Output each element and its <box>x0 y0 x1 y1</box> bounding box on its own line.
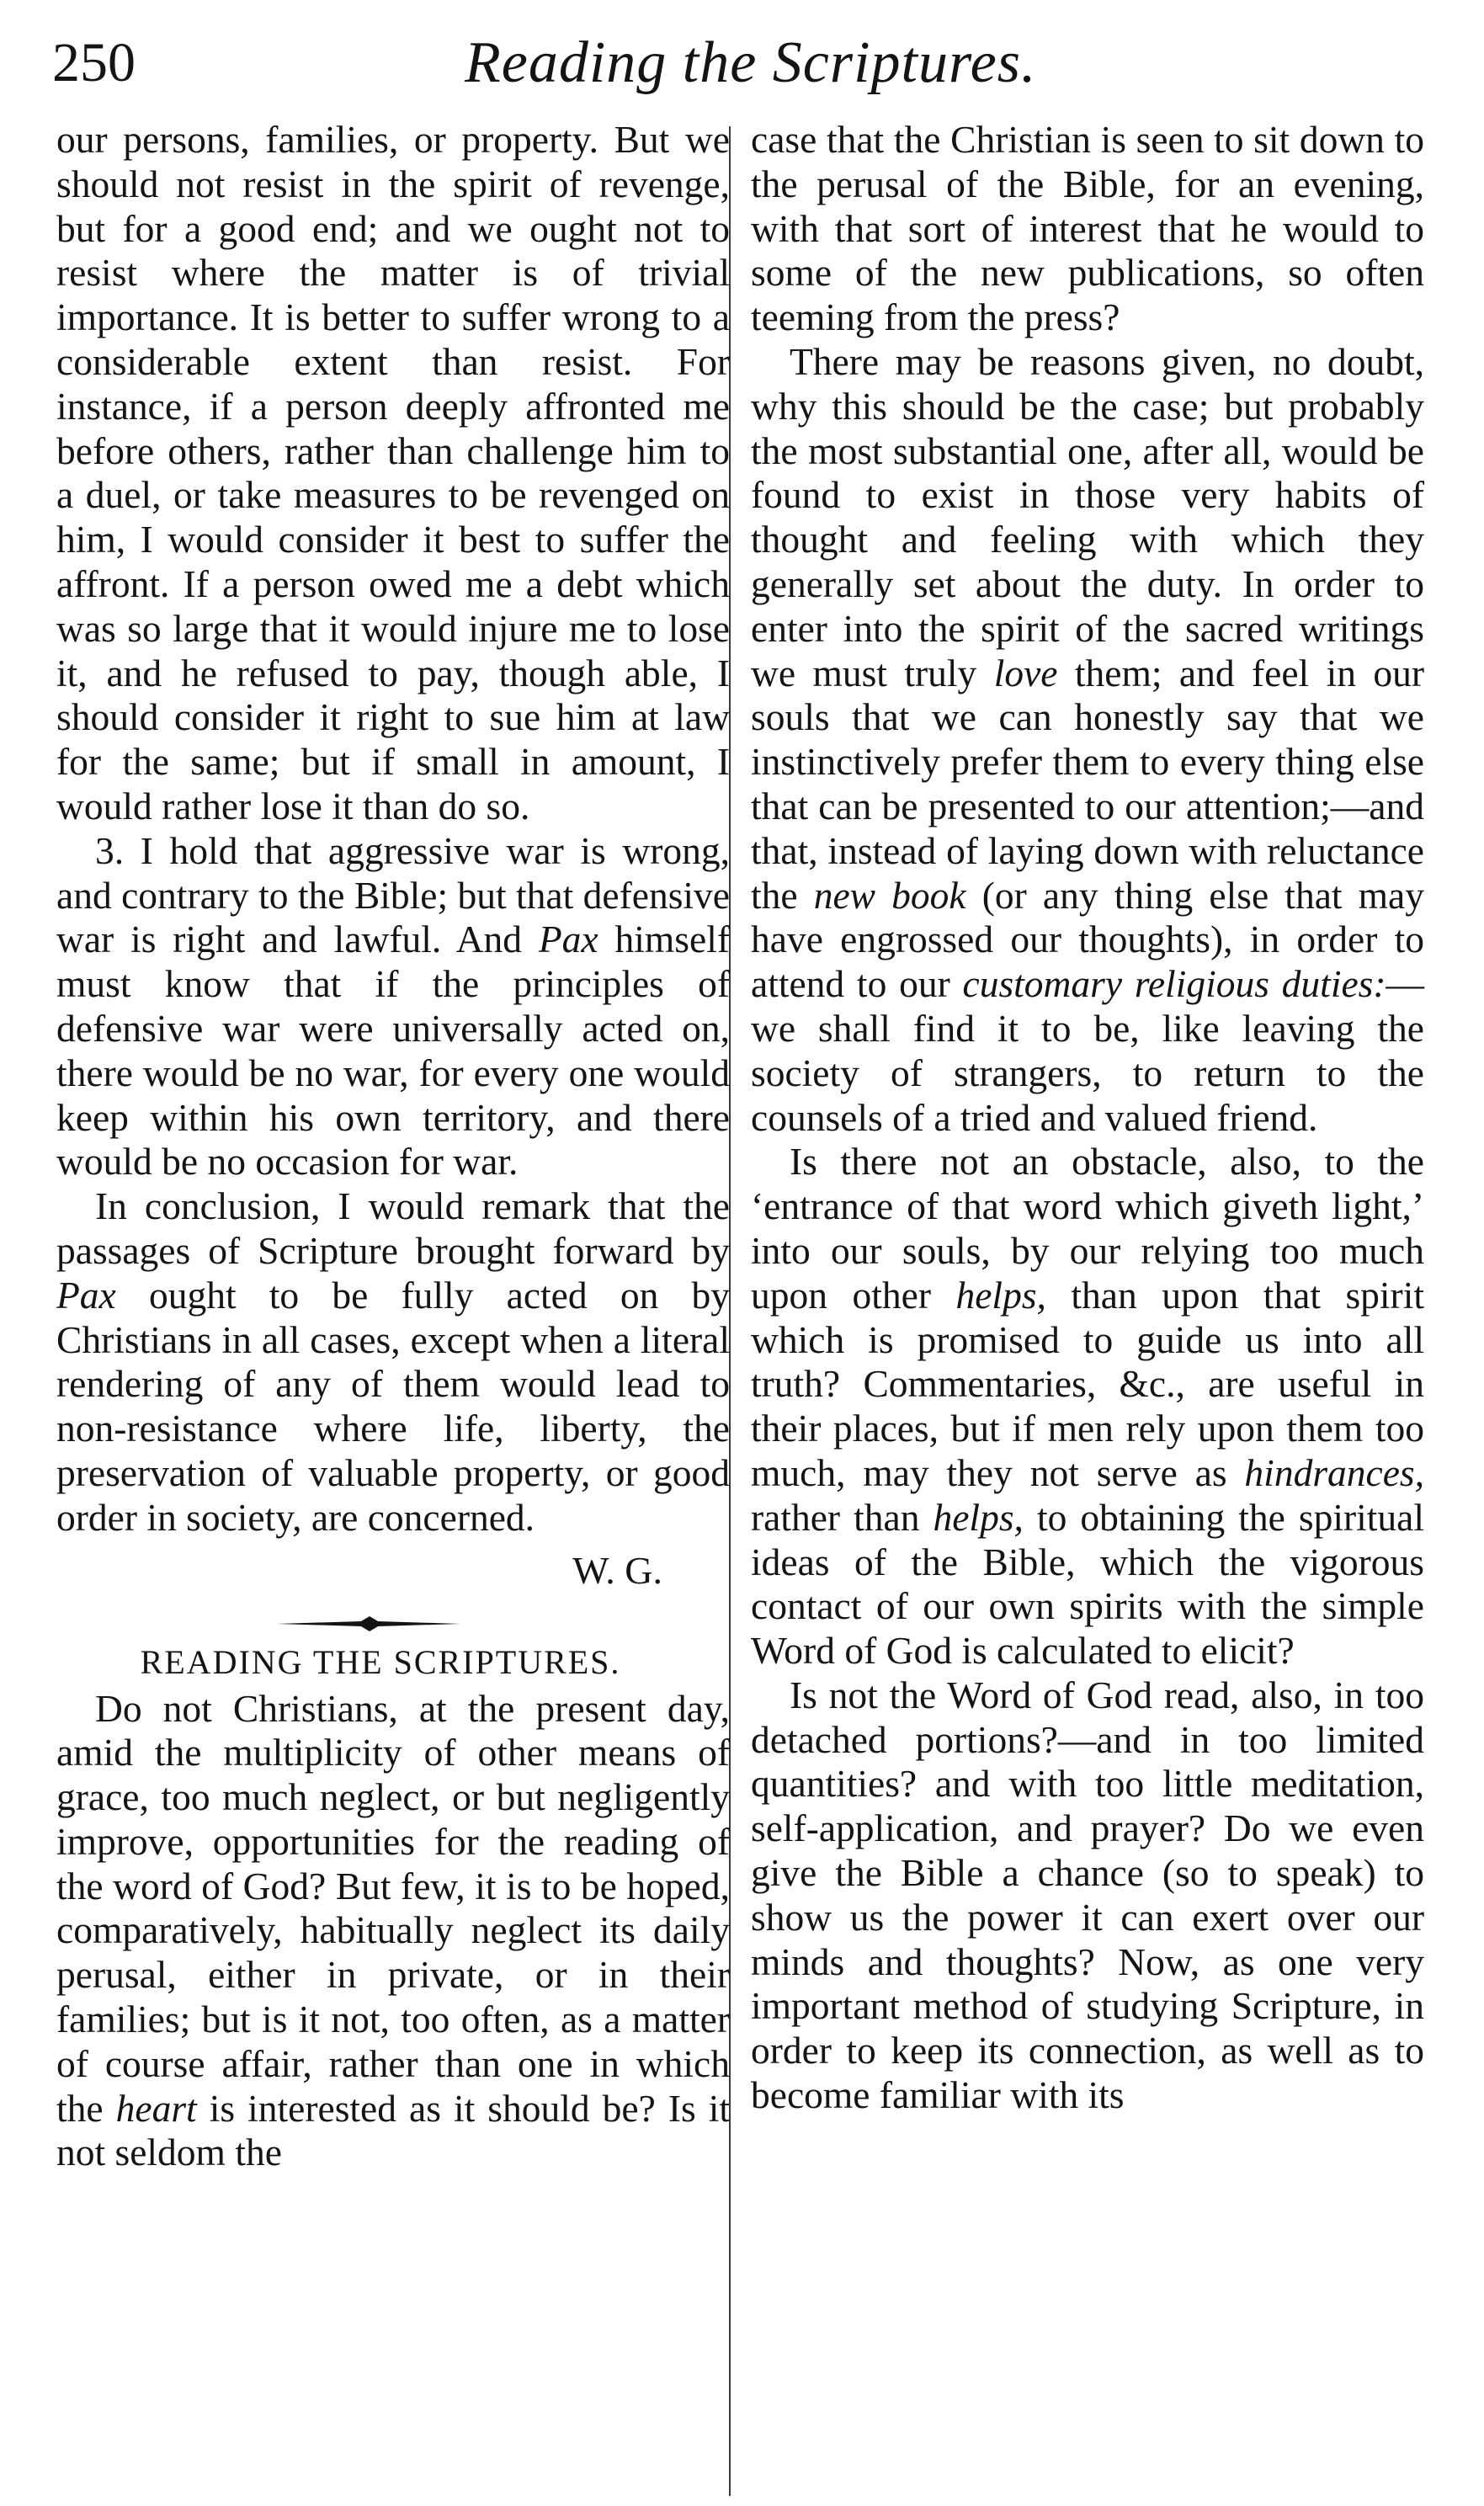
pax-reference: Pax <box>538 918 598 961</box>
section-heading: READING THE SCRIPTURES. <box>140 1642 621 1681</box>
emphasis-new-book: new book <box>813 873 966 917</box>
emphasis-helps: helps, <box>933 1495 1024 1539</box>
right-column <box>751 118 1424 2118</box>
emphasis-love: love <box>993 651 1058 694</box>
point-number: 3. <box>95 828 125 872</box>
paragraph-detached-portions: Is not the Word of God read, also, in too detached portions?—and in too limited quantities? and with too little meditation, self-application, and prayer? Do we even give the Bible a chance (so to speak) to show us the power it can exert over our minds and thoughts? Now, as one very important method of studying Scripture, in order to keep its connection, as well as to become familiar with its <box>751 1673 1424 2117</box>
section-divider-ornament <box>56 1611 679 1636</box>
paragraph-reasons: There may be reasons given, no doubt, why this should be the case; but probably the most substantial one, after all, would be found to exist in those very habits of thought and feeling with which they generally set about the duty. In order to enter into the spirit of the sacred writings we must truly love them; and feel in our souls that we can honestly say that we instinctively prefer them to every thing else that can be presented to our attention;—and that, instead of laying down with reluctance the new book (or any thing else that may have engrossed our thoughts), in order to attend to our customary religious duties:—we shall find it to be, like leaving the society of strangers, to return to the counsels of a tried and valued friend. <box>751 339 1425 1139</box>
paragraph-obstacle: Is there not an obstacle, also, to the ‘entrance of that word which giveth light,’ into our souls, by our relying too much upon other helps, than upon that spirit which is promised to guide us into all truth? Commentaries, &c., are useful in their places, but if men rely upon them too much, may they not serve as hindrances, rather than helps, to obtaining the spiritual ideas of the Bible, which the vigorous contact of our own spirits with the simple Word of God is calculated to elicit? <box>751 1140 1424 1673</box>
page-number: 250 <box>52 32 136 93</box>
emphasis-religious-duties: customary religious duties: <box>962 962 1386 1006</box>
author-signature: W. G. <box>572 1548 662 1592</box>
paragraph-point-3: 3. I hold that aggressive war is wrong, and contrary to the Bible; but that defensive war is right and lawful. And Pax himself must know that if the principles of defensive war were universally acted on, there would be no war, for every one would keep within his own territory, and there would be no occasion for war. <box>56 828 730 1184</box>
emphasis-heart: heart <box>115 2086 197 2130</box>
page-header <box>52 19 1433 111</box>
left-column <box>56 118 730 2175</box>
emphasis-helps: helps, <box>955 1273 1046 1317</box>
pax-reference: Pax <box>56 1273 116 1317</box>
running-title: Reading the Scriptures. <box>465 30 1037 95</box>
paragraph-conclusion: In conclusion, I would remark that the passages of Scripture brought forward by Pax ought to be fully acted on by Christians in all cases, except when a literal rendering of any of them would lead to non-resistance where life, liberty, the preservation of valuable property, or good order in society, are concerned. <box>56 1184 731 1539</box>
paragraph-continued: case that the Christian is seen to sit down to the perusal of the Bible, for an evening, with that sort of interest that he would to some of the new publications, so often teeming from the press? <box>751 118 1424 339</box>
emphasis-hindrances: hindrances, <box>1244 1450 1424 1494</box>
paragraph-continued: our persons, families, or property. But we should not resist in the spirit of revenge, but for a good end; and we ought not to resist where the matter is of trivial importance. It is better to suffer wrong to a considerable extent than resist. For instance, if a person deeply affronted me before others, rather than challenge him to a duel, or take measures to be revenged on him, I would consider it best to suffer the affront. If a person owed me a debt which was so large that it would injure me to lose it, and he refused to pay, though able, I should consider it right to sue him at law for the same; but if small in amount, I would rather lose it than do so. <box>56 118 730 827</box>
paragraph-intro: Do not Christians, at the present day, amid the multiplicity of other means of grace, too much neglect, or but negligently improve, opportunities for the reading of the word of God? But few, it is to be hoped, comparatively, habitually neglect its daily perusal, either in private, or in their families; but is it not, too often, as a matter of course affair, rather than one in which the heart is interested as it should be? Is it not seldom the <box>56 1686 731 2174</box>
